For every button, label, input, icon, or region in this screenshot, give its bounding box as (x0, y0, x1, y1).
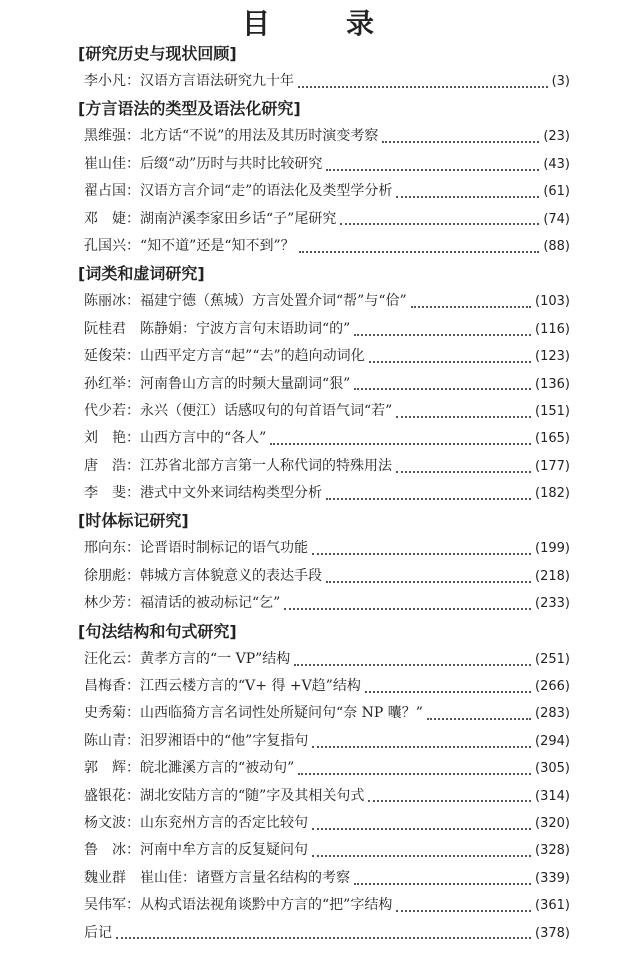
entry-title: 翟占国：汉语方言介词“走”的语法化及类型学分析 (84, 183, 393, 200)
entry-page-number: (339) (535, 870, 570, 886)
toc-entry[interactable] (78, 480, 570, 507)
entry-page-number: (3) (551, 74, 570, 89)
toc-entry[interactable] (78, 151, 570, 178)
entry-page-number: (182) (535, 486, 570, 502)
page-title: 目 录 (241, 7, 398, 40)
entry-page-number: (165) (535, 431, 570, 447)
toc-entry[interactable] (78, 810, 570, 837)
toc-entry[interactable] (78, 178, 570, 205)
entry-title: 昌梅香：江西云楼方言的“V+ 得 +V趋”结构 (84, 678, 361, 695)
entry-title: 陈山青：汨罗湘语中的“他”字复指句 (84, 732, 309, 749)
dot-leader (365, 683, 531, 693)
entry-page-number: (151) (535, 403, 570, 419)
entry-title: 后记 (84, 924, 112, 941)
entry-page-number: (218) (535, 568, 570, 584)
dot-leader (270, 435, 531, 445)
entry-title: 杨文波：山东兖州方言的否定比较句 (84, 814, 308, 831)
dot-leader (326, 160, 539, 170)
entry-title: 鲁 冰：河南中牟方言的反复疑问句 (84, 842, 308, 859)
dot-leader (312, 737, 531, 747)
entry-title: 崔山佳：后缀“动”历时与共时比较研究 (84, 155, 323, 172)
toc-entry[interactable] (78, 837, 570, 864)
toc-entry[interactable] (78, 865, 570, 892)
entry-title: 孙红举：河南鲁山方言的时频大量副词“狠” (84, 375, 351, 392)
entry-page-number: (294) (535, 733, 570, 749)
entry-page-number: (305) (535, 761, 570, 777)
entry-page-number: (328) (535, 843, 570, 859)
toc-entry[interactable] (78, 288, 570, 315)
entry-title: 阮桂君 陈静娟：宁波方言句末语助词“的” (84, 320, 351, 337)
dot-leader (427, 710, 531, 720)
entry-page-number: (378) (535, 925, 570, 941)
entry-page-number: (136) (535, 376, 570, 392)
dot-leader (312, 819, 531, 829)
toc-entry[interactable] (78, 920, 570, 947)
entry-page-number: (88) (543, 238, 570, 254)
entry-title: 徐朋彪：韩城方言体貌意义的表达手段 (84, 567, 322, 584)
toc-entry[interactable] (78, 673, 570, 700)
entry-title: 邓 婕：湖南泸溪李家田乡话“子”尾研究 (84, 210, 337, 227)
toc-entry[interactable] (78, 425, 570, 452)
toc-entry[interactable] (78, 68, 570, 95)
entry-title: 吴伟军：从构式语法视角谈黔中方言的“把”字结构 (84, 897, 393, 914)
dot-leader (369, 353, 531, 363)
toc-entry[interactable] (78, 783, 570, 810)
entry-page-number: (314) (535, 788, 570, 804)
entry-title: 林少芳：福清话的被动标记“乞” (84, 595, 281, 612)
dot-leader (368, 792, 531, 802)
dot-leader (326, 490, 531, 500)
toc-entry[interactable] (78, 892, 570, 919)
dot-leader (354, 380, 531, 390)
entry-page-number: (123) (535, 349, 570, 365)
entry-page-number: (251) (535, 651, 570, 667)
entry-title: 盛银花：湖北安陆方言的“随”字及其相关句式 (84, 787, 365, 804)
toc-entry[interactable] (78, 371, 570, 398)
section-heading: [方言语法的类型及语法化研究] (78, 99, 301, 119)
dot-leader (382, 133, 539, 143)
toc-entry[interactable] (78, 646, 570, 673)
table-of-contents (78, 40, 570, 947)
toc-entry[interactable] (78, 123, 570, 150)
toc-entry[interactable] (78, 343, 570, 370)
entry-page-number: (23) (543, 129, 570, 145)
toc-entry[interactable] (78, 728, 570, 755)
dot-leader (354, 325, 531, 335)
dot-leader (396, 902, 531, 912)
toc-entry[interactable] (78, 535, 570, 562)
entry-page-number: (361) (535, 898, 570, 914)
entry-title: 刘 艳：山西方言中的“各人” (84, 430, 267, 447)
dot-leader (411, 298, 531, 308)
entry-page-number: (266) (535, 679, 570, 695)
dot-leader (312, 545, 531, 555)
entry-page-number: (233) (535, 596, 570, 612)
entry-title: 孔国兴：“知不道”还是“知不到”？ (84, 237, 295, 254)
toc-entry[interactable] (78, 700, 570, 727)
entry-page-number: (74) (543, 211, 570, 227)
dot-leader (284, 600, 531, 610)
entry-page-number: (320) (535, 815, 570, 831)
entry-title: 汪化云：黄孝方言的“一 VP”结构 (84, 650, 291, 667)
section-heading: [时体标记研究] (78, 511, 189, 531)
entry-page-number: (116) (535, 321, 570, 337)
section-heading: [研究历史与现状回顾] (78, 44, 237, 63)
dot-leader (396, 462, 531, 472)
entry-title: 魏业群 崔山佳：诸暨方言量名结构的考察 (84, 869, 350, 886)
toc-entry[interactable] (78, 398, 570, 425)
dot-leader (396, 407, 531, 417)
dot-leader (116, 929, 531, 939)
entry-title: 代少若：永兴（便江）话感叹句的句首语气词“若” (84, 402, 393, 419)
entry-page-number: (283) (535, 706, 570, 722)
dot-leader (326, 572, 531, 582)
entry-page-number: (103) (535, 294, 570, 310)
entry-title: 李小凡：汉语方言语法研究九十年 (84, 73, 294, 89)
entry-title: 李 斐：港式中文外来词结构类型分析 (84, 485, 322, 502)
entry-title: 陈丽冰：福建宁德（蕉城）方言处置介词“帮”与“佮” (84, 293, 407, 310)
entry-title: 延俊荣：山西平定方言“起”“去”的趋向动词化 (84, 348, 365, 365)
toc-entry[interactable] (78, 563, 570, 590)
dot-leader (340, 215, 539, 225)
toc-entry[interactable] (78, 453, 570, 480)
dot-leader (294, 655, 531, 665)
entry-title: 邢向东：论晋语时制标记的语气功能 (84, 540, 308, 557)
toc-entry[interactable] (78, 755, 570, 782)
entry-page-number: (43) (543, 156, 570, 172)
toc-entry[interactable] (78, 590, 570, 617)
entry-page-number: (199) (535, 541, 570, 557)
entry-title: 史秀菊：山西临猗方言名词性处所疑问句“奈 NP 囔？” (84, 705, 423, 722)
section-heading: [词类和虚词研究] (78, 264, 205, 284)
toc-entry[interactable] (78, 316, 570, 343)
toc-entry[interactable] (78, 233, 570, 260)
entry-title: 唐 浩：江苏省北部方言第一人称代词的特殊用法 (84, 457, 392, 474)
section-heading: [句法结构和句式研究] (78, 621, 237, 641)
entry-title: 郭 辉：皖北濉溪方言的“被动句” (84, 760, 295, 777)
entry-title: 黑维强：北方话“不说”的用法及其历时演变考察 (84, 128, 379, 145)
dot-leader (298, 78, 548, 88)
dot-leader (298, 765, 531, 775)
dot-leader (354, 874, 531, 884)
toc-entry[interactable] (78, 206, 570, 233)
entry-page-number: (61) (543, 184, 570, 200)
dot-leader (396, 188, 539, 198)
dot-leader (312, 847, 531, 857)
entry-page-number: (177) (535, 458, 570, 474)
dot-leader (299, 242, 540, 252)
